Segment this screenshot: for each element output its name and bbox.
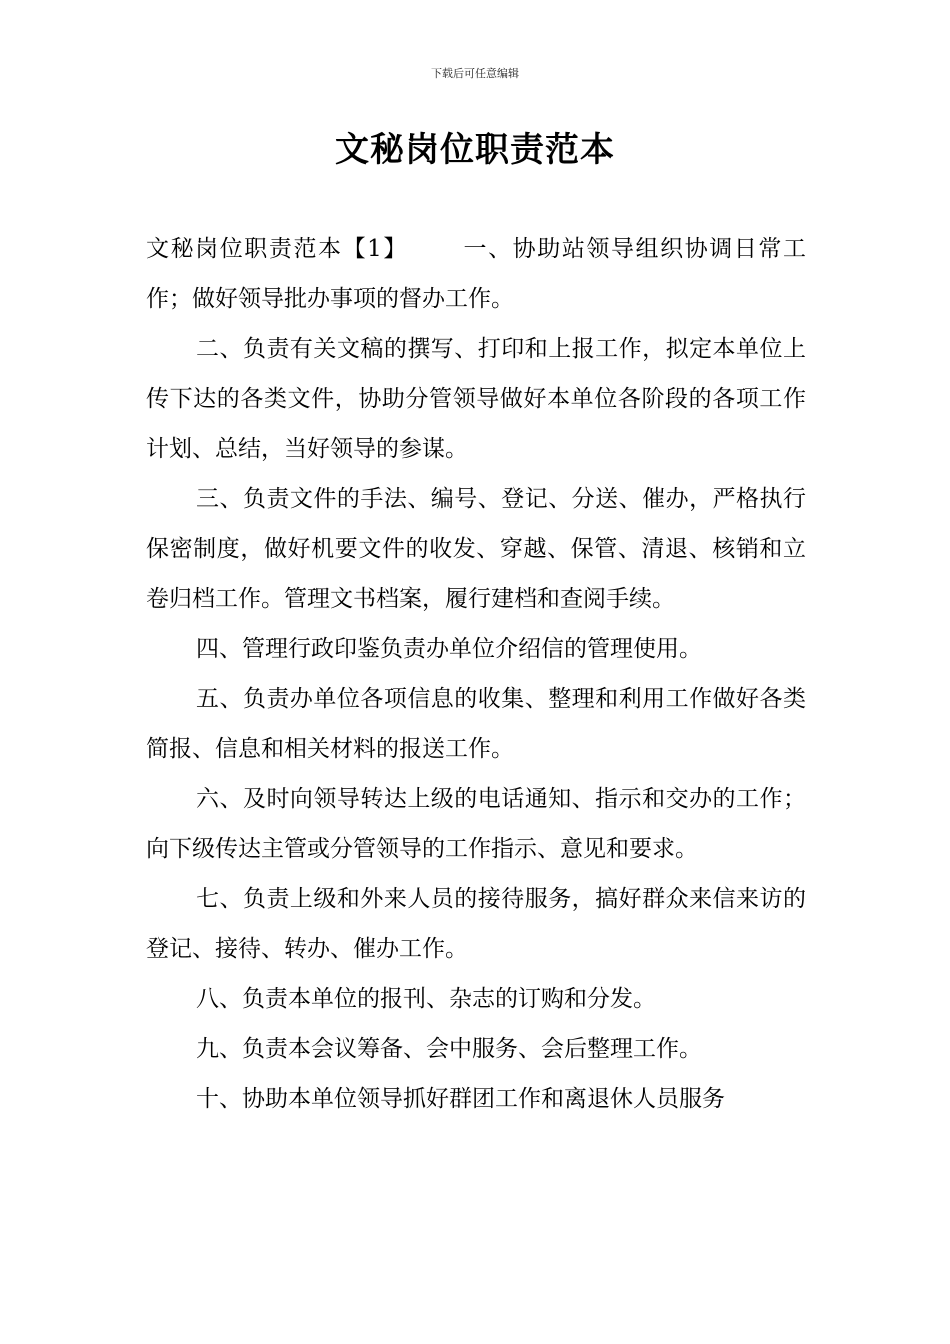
duty-paragraph-6: 六、及时向领导转达上级的电话通知、指示和交办的工作；向下级传达主管或分管领导的工作指示、意见和要求。 [146,786,806,862]
intro-paragraph [146,224,806,324]
duty-paragraph-4: 四、管理行政印鉴负责办单位介绍信的管理使用。 [196,636,702,662]
page-header-note: 下载后可任意编辑 [431,67,519,80]
duty-paragraph-10: 十、协助本单位领导抓好群团工作和离退休人员服务 [196,1086,725,1112]
duty-paragraph-9: 九、负责本会议筹备、会中服务、会后整理工作。 [196,1036,702,1062]
intro-text: 一、协助站领导组织协调日常工作；做好领导批办事项的督办工作。 [146,236,806,312]
duty-paragraph-3: 三、负责文件的手法、编号、登记、分送、催办，严格执行保密制度，做好机要文件的收发、穿越、保管、清退、核销和立卷归档工作。管理文书档案，履行建档和查阅手续。 [146,486,806,612]
duty-paragraph-8: 八、负责本单位的报刊、杂志的订购和分发。 [196,986,656,1012]
intro-label: 文秘岗位职责范本【1】 [146,236,408,262]
document-body [146,224,806,1124]
document-title: 文秘岗位职责范本 [335,130,615,170]
duty-paragraph-5: 五、负责办单位各项信息的收集、整理和利用工作做好各类简报、信息和相关材料的报送工作。 [146,686,806,762]
duty-paragraph-7: 七、负责上级和外来人员的接待服务，搞好群众来信来访的登记、接待、转办、催办工作。 [146,886,806,962]
duty-paragraph-2: 二、负责有关文稿的撰写、打印和上报工作，拟定本单位上传下达的各类文件，协助分管领导做好本单位各阶段的各项工作计划、总结，当好领导的参谋。 [146,336,806,462]
